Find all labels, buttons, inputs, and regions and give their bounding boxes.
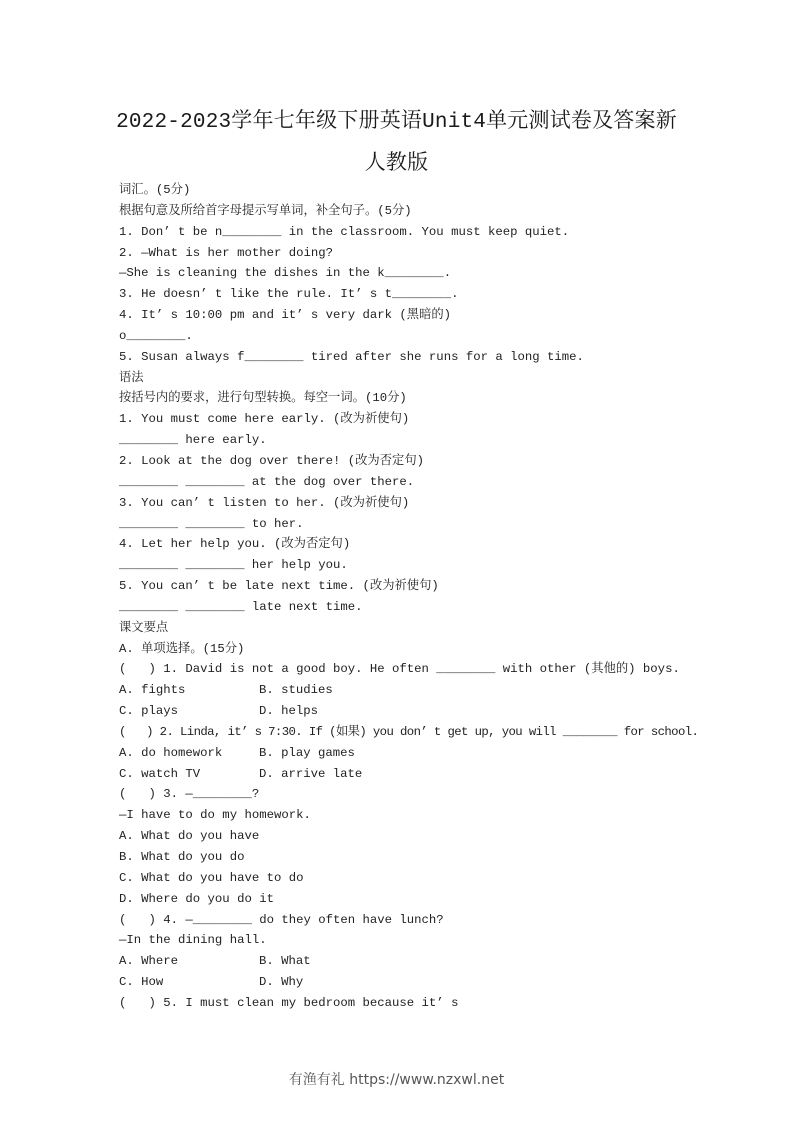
option-b: B. What [259, 954, 311, 969]
vocab-item: 1. Don’ t be n________ in the classroom. You must keep quiet. [119, 224, 570, 239]
grammar-item: 5. You can’ t be late next time. (改为祈使句) [119, 579, 439, 594]
question-stem: ( ) 3. —________? [119, 787, 260, 802]
option-d: D. arrive late [259, 766, 363, 781]
question-stem: ( ) 2. Linda, it’ s 7:30. If (如果) you don’ t get up, you will ________ for school. [119, 724, 699, 739]
option-c: C. What do you have to do [119, 870, 304, 885]
section-a-heading: A. 单项选择。(15分) [119, 641, 245, 656]
options-row [119, 951, 699, 972]
grammar-item: 3. You can’ t listen to her. (改为祈使句) [119, 495, 410, 510]
grammar-answer-line: ________ ________ at the dog over there. [119, 474, 415, 489]
option-a: A. Where [119, 954, 179, 969]
options-row [119, 972, 699, 993]
grammar-item: 2. Look at the dog over there! (改为否定句) [119, 453, 425, 468]
vocab-item: 3. He doesn’ t like the rule. It’ s t________. [119, 287, 459, 302]
grammar-answer-line: ________ ________ to her. [119, 516, 304, 531]
option-d: D. Where do you do it [119, 891, 274, 906]
grammar-item: 1. You must come here early. (改为祈使句) [119, 412, 410, 427]
grammar-answer-line: ________ ________ late next time. [119, 599, 363, 614]
grammar-item: 4. Let her help you. (改为否定句) [119, 537, 351, 552]
option-b: B. studies [259, 683, 333, 698]
options-row [119, 743, 699, 764]
footer-watermark: 有渔有礼 https://www.nzxwl.net [288, 1072, 505, 1088]
question-answer-line: —I have to do my homework. [119, 808, 311, 823]
section-heading-text-points: 课文要点 [119, 620, 169, 635]
options-row [119, 680, 699, 701]
option-a: A. What do you have [119, 829, 260, 844]
question-answer-line: —In the dining hall. [119, 933, 267, 948]
grammar-answer-line: ________ here early. [119, 433, 267, 448]
vocab-item: 2. —What is her mother doing? [119, 245, 334, 260]
option-c: C. watch TV [119, 766, 201, 781]
vocab-item: 4. It’ s 10:00 pm and it’ s very dark (黑暗的) [119, 308, 452, 323]
option-b: B. play games [259, 745, 355, 760]
options-row [119, 764, 699, 785]
vocab-item: o________. [119, 328, 193, 343]
grammar-answer-line: ________ ________ her help you. [119, 558, 348, 573]
section-instruction-grammar: 按括号内的要求，进行句型转换。每空一词。(10分) [119, 391, 407, 406]
document-title-line-2: 人教版 [364, 153, 429, 176]
option-d: D. Why [259, 975, 304, 990]
section-heading-vocab: 词汇。(5分) [119, 183, 191, 197]
vocab-item: —She is cleaning the dishes in the k________. [119, 266, 452, 281]
option-a: A. do homework [119, 745, 223, 760]
question-stem: ( ) 1. David is not a good boy. He often ________ with other (其他的) boys. [119, 662, 680, 677]
option-c: C. plays [119, 704, 179, 719]
document-body [119, 180, 699, 1014]
section-instruction-vocab: 根据句意及所给首字母提示写单词，补全句子。(5分) [119, 203, 412, 218]
question-stem: ( ) 5. I must clean my bedroom because it’ s [119, 995, 459, 1010]
document-title-line-1: 2022-2023学年七年级下册英语Unit4单元测试卷及答案新 [116, 111, 677, 134]
option-d: D. helps [259, 704, 319, 719]
option-b: B. What do you do [119, 850, 245, 864]
vocab-item: 5. Susan always f________ tired after she runs for a long time. [119, 349, 584, 364]
section-heading-grammar: 语法 [119, 370, 144, 385]
options-row [119, 701, 699, 722]
option-a: A. fights [119, 683, 186, 698]
option-c: C. How [119, 975, 164, 990]
question-stem: ( ) 4. —________ do they often have lunch? [119, 912, 444, 927]
